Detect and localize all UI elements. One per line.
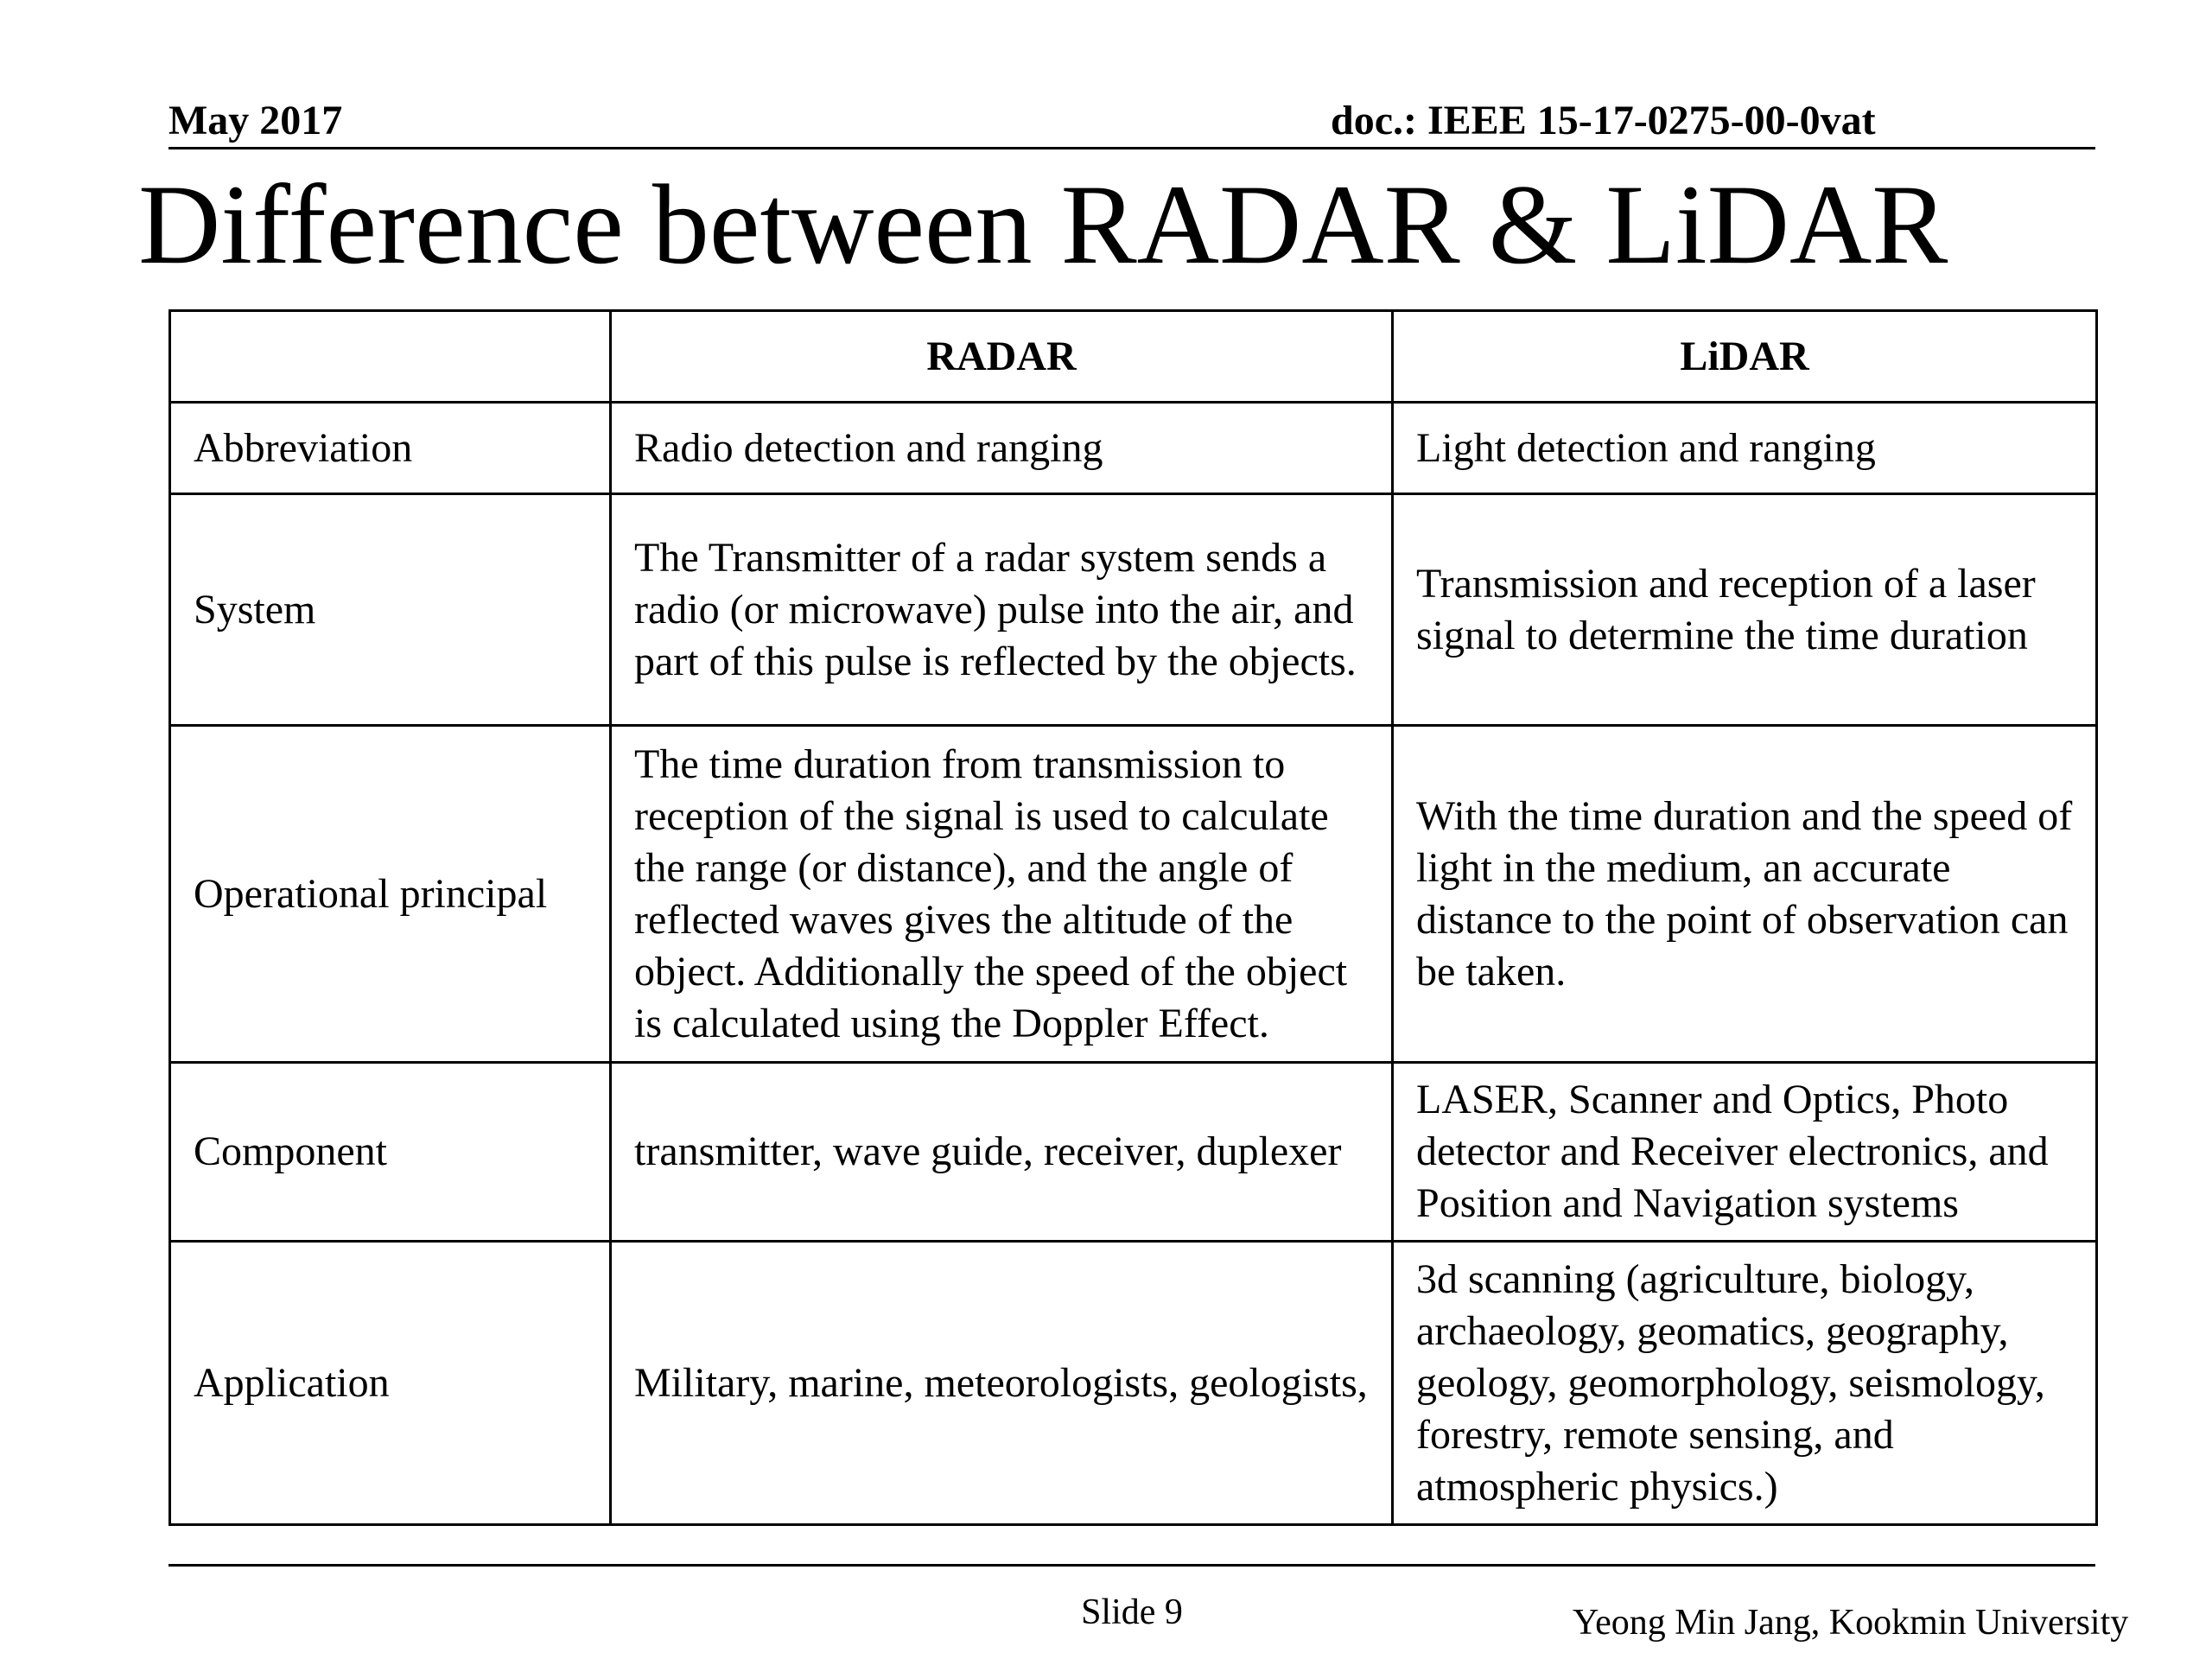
lidar-cell-system: Transmission and reception of a laser signal to determine the time duration	[1393, 494, 2097, 726]
comparison-table	[168, 309, 2098, 1526]
slide-number: Slide 9	[1081, 1592, 1183, 1632]
footer-author: Yeong Min Jang, Kookmin University	[1573, 1603, 2129, 1643]
row-label-operational-principal: Operational principal	[170, 726, 611, 1063]
lidar-cell-application: 3d scanning (agriculture, biology, archaeology, geomatics, geography, geology, geomorphology, seismology, forestry, remote sensing, and atmospheric physics.)	[1393, 1242, 2097, 1525]
radar-cell-operational-principal: The time duration from transmission to reception of the signal is used to calculate the range (or distance), and the angle of reflected waves gives the altitude of the object. Additionally the speed of the object is calculated using the Doppler Effect.	[611, 726, 1393, 1063]
row-label-abbreviation: Abbreviation	[170, 403, 611, 494]
table-header-row	[170, 311, 2097, 403]
column-header-lidar: LiDAR	[1393, 311, 2097, 403]
row-label-system: System	[170, 494, 611, 726]
radar-cell-component: transmitter, wave guide, receiver, duplexer	[611, 1063, 1393, 1242]
radar-cell-system: The Transmitter of a radar system sends a radio (or microwave) pulse into the air, and part of this pulse is reflected by the objects.	[611, 494, 1393, 726]
table-row	[170, 494, 2097, 726]
header-date: May 2017	[168, 98, 343, 143]
table-row	[170, 726, 2097, 1063]
row-label-component: Component	[170, 1063, 611, 1242]
lidar-cell-abbreviation: Light detection and ranging	[1393, 403, 2097, 494]
header-rule	[168, 147, 2095, 149]
table-row	[170, 1063, 2097, 1242]
header-doc-id: doc.: IEEE 15-17-0275-00-0vat	[1331, 98, 1876, 143]
lidar-cell-operational-principal: With the time duration and the speed of light in the medium, an accurate distance to the point of observation can be taken.	[1393, 726, 2097, 1063]
table-row	[170, 403, 2097, 494]
lidar-cell-component: LASER, Scanner and Optics, Photo detector and Receiver electronics, and Position and Navigation systems	[1393, 1063, 2097, 1242]
slide-title: Difference between RADAR & LiDAR	[138, 161, 1948, 288]
table-row	[170, 1242, 2097, 1525]
radar-cell-application: Military, marine, meteorologists, geologists,	[611, 1242, 1393, 1525]
footer-rule	[168, 1564, 2095, 1567]
column-header-radar: RADAR	[611, 311, 1393, 403]
column-header-empty	[170, 311, 611, 403]
radar-cell-abbreviation: Radio detection and ranging	[611, 403, 1393, 494]
row-label-application: Application	[170, 1242, 611, 1525]
